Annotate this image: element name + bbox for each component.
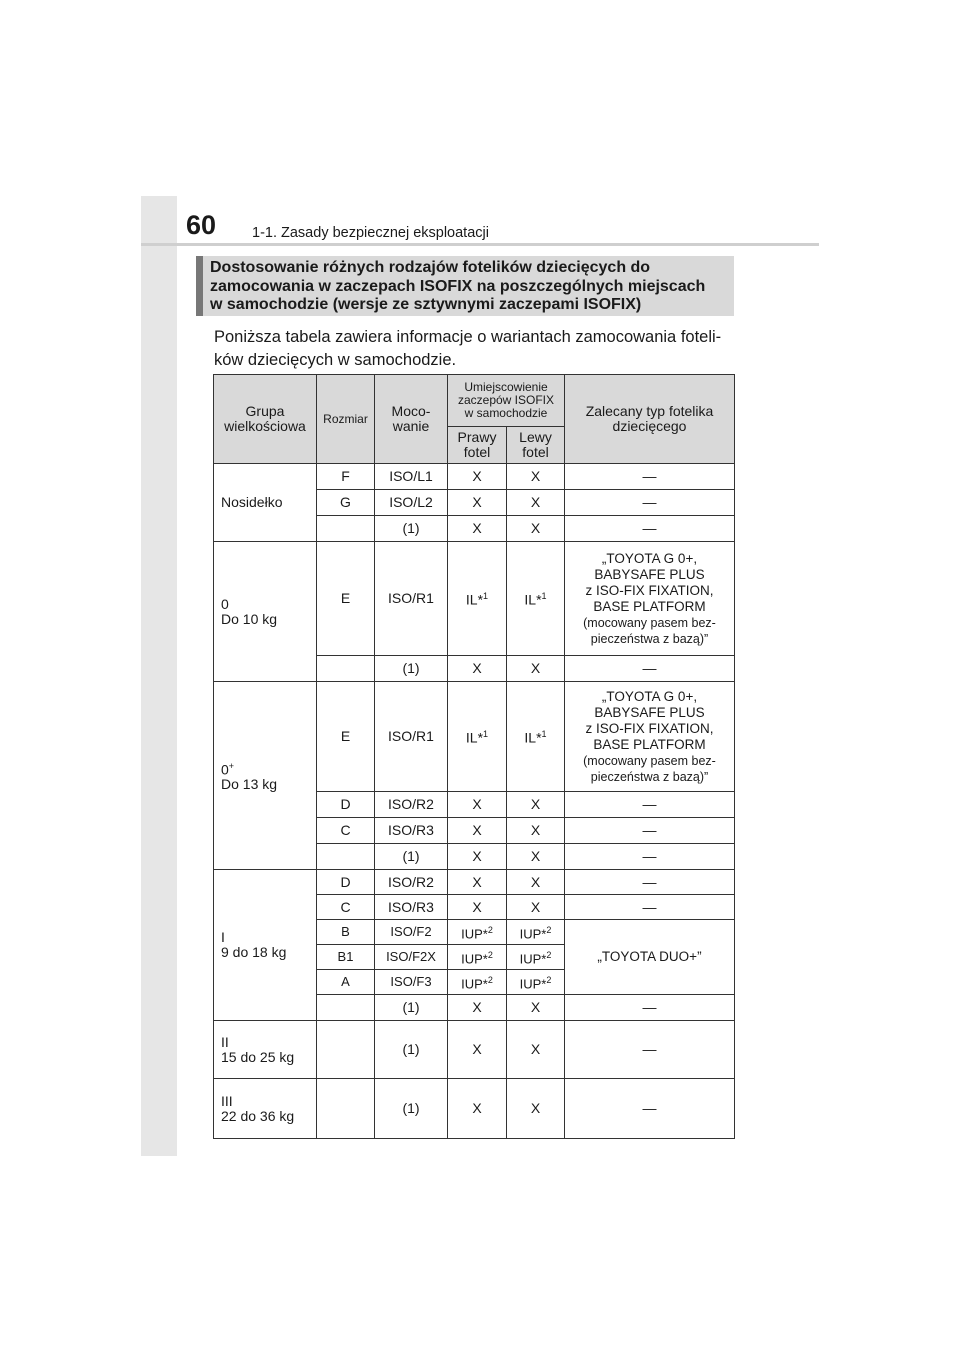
right-seat-cell: IUP*$^2$ bbox=[448, 970, 507, 995]
left-seat-cell: X bbox=[507, 516, 565, 542]
table-row bbox=[214, 1079, 735, 1139]
mounting-cell: ISO/R3 bbox=[375, 818, 448, 844]
size-cell: G bbox=[317, 490, 375, 516]
recommended-cell: — bbox=[565, 870, 735, 895]
mounting-cell: ISO/R1 bbox=[375, 542, 448, 656]
size-cell bbox=[317, 1021, 375, 1079]
right-seat-cell: X bbox=[448, 818, 507, 844]
left-seat-cell: X bbox=[507, 895, 565, 920]
recommended-cell: „TOYOTA DUO+” bbox=[565, 920, 735, 995]
table-header-row bbox=[214, 375, 735, 427]
right-seat-cell: IUP*$^2$ bbox=[448, 920, 507, 945]
right-seat-cell: X bbox=[448, 792, 507, 818]
size-cell: F bbox=[317, 464, 375, 490]
table-row bbox=[214, 682, 735, 792]
size-cell: B1 bbox=[317, 945, 375, 970]
left-seat-cell: X bbox=[507, 818, 565, 844]
header-isofix-location: Umiejscowienie zaczepów ISOFIX w samochodzie bbox=[448, 375, 565, 427]
section-heading bbox=[210, 259, 730, 315]
mounting-cell: (1) bbox=[375, 995, 448, 1021]
left-seat-cell: X bbox=[507, 1079, 565, 1139]
table-row bbox=[214, 542, 735, 656]
side-margin-band bbox=[141, 196, 177, 1156]
group-cell: I 9 do 18 kg bbox=[214, 870, 317, 1021]
left-seat-cell: IUP*$^2$ bbox=[507, 945, 565, 970]
intro-line: ków dziecięcych w samochodzie. bbox=[214, 351, 457, 369]
left-seat-cell: X bbox=[507, 995, 565, 1021]
right-seat-cell: X bbox=[448, 895, 507, 920]
right-seat-cell: X bbox=[448, 870, 507, 895]
mounting-cell: (1) bbox=[375, 656, 448, 682]
left-seat-cell: IL*$^1$ bbox=[507, 682, 565, 792]
section-heading-box bbox=[196, 256, 734, 316]
size-cell: B bbox=[317, 920, 375, 945]
right-seat-cell: X bbox=[448, 995, 507, 1021]
size-cell bbox=[317, 1079, 375, 1139]
left-seat-cell: X bbox=[507, 490, 565, 516]
header-mounting: Moco- wanie bbox=[375, 375, 448, 464]
mounting-cell: ISO/L2 bbox=[375, 490, 448, 516]
table-row bbox=[214, 464, 735, 490]
right-seat-cell: X bbox=[448, 1021, 507, 1079]
header-right-seat: Prawy fotel bbox=[448, 427, 507, 464]
mounting-cell: ISO/R2 bbox=[375, 792, 448, 818]
group-cell: II 15 do 25 kg bbox=[214, 1021, 317, 1079]
recommended-cell: — bbox=[565, 656, 735, 682]
heading-accent-bar bbox=[196, 256, 203, 316]
left-seat-cell: IL*$^1$ bbox=[507, 542, 565, 656]
group-cell: Nosidełko bbox=[214, 464, 317, 542]
recommended-cell: „TOYOTA G 0+, BABYSAFE PLUS z ISO-FIX FIXATION, BASE PLATFORM (mocowany pasem bez- pieczeństwa z bazą)” bbox=[565, 542, 735, 656]
right-seat-cell: X bbox=[448, 844, 507, 870]
intro-line: Poniższa tabela zawiera informacje o wariantach zamocowania foteli- bbox=[214, 328, 722, 346]
size-cell: D bbox=[317, 870, 375, 895]
right-seat-cell: X bbox=[448, 464, 507, 490]
recommended-cell: — bbox=[565, 818, 735, 844]
heading-line: Dostosowanie różnych rodzajów fotelików dziecięcych do bbox=[210, 259, 651, 276]
left-seat-cell: X bbox=[507, 1021, 565, 1079]
size-cell bbox=[317, 995, 375, 1021]
mounting-cell: ISO/R1 bbox=[375, 682, 448, 792]
size-cell: E bbox=[317, 682, 375, 792]
isofix-compatibility-table bbox=[213, 374, 735, 1139]
right-seat-cell: X bbox=[448, 1079, 507, 1139]
mounting-cell: ISO/L1 bbox=[375, 464, 448, 490]
right-seat-cell: X bbox=[448, 656, 507, 682]
header-group: Grupa wielkościowa bbox=[214, 375, 317, 464]
recommended-cell: — bbox=[565, 1021, 735, 1079]
right-seat-cell: IL*$^1$ bbox=[448, 542, 507, 656]
right-seat-cell: IL*$^1$ bbox=[448, 682, 507, 792]
recommended-cell: — bbox=[565, 490, 735, 516]
size-cell bbox=[317, 656, 375, 682]
group-cell: III 22 do 36 kg bbox=[214, 1079, 317, 1139]
size-cell: A bbox=[317, 970, 375, 995]
size-cell bbox=[317, 516, 375, 542]
right-seat-cell: X bbox=[448, 516, 507, 542]
size-cell: C bbox=[317, 818, 375, 844]
left-seat-cell: X bbox=[507, 844, 565, 870]
size-cell: C bbox=[317, 895, 375, 920]
size-cell bbox=[317, 844, 375, 870]
mounting-cell: ISO/F2 bbox=[375, 920, 448, 945]
group-cell: 0+ Do 13 kg bbox=[214, 682, 317, 870]
mounting-cell: (1) bbox=[375, 516, 448, 542]
recommended-cell: — bbox=[565, 1079, 735, 1139]
left-seat-cell: X bbox=[507, 656, 565, 682]
left-seat-cell: IUP*$^2$ bbox=[507, 970, 565, 995]
recommended-cell: — bbox=[565, 895, 735, 920]
mounting-cell: ISO/R3 bbox=[375, 895, 448, 920]
mounting-cell: (1) bbox=[375, 1079, 448, 1139]
mounting-cell: ISO/R2 bbox=[375, 870, 448, 895]
heading-line: w samochodzie (wersje ze sztywnymi zaczepami ISOFIX) bbox=[210, 296, 642, 313]
mounting-cell: ISO/F3 bbox=[375, 970, 448, 995]
left-seat-cell: IUP*$^2$ bbox=[507, 920, 565, 945]
mounting-cell: (1) bbox=[375, 1021, 448, 1079]
recommended-cell: — bbox=[565, 516, 735, 542]
right-seat-cell: IUP*$^2$ bbox=[448, 945, 507, 970]
group-cell: 0 Do 10 kg bbox=[214, 542, 317, 682]
left-seat-cell: X bbox=[507, 870, 565, 895]
mounting-cell: ISO/F2X bbox=[375, 945, 448, 970]
mounting-cell: (1) bbox=[375, 844, 448, 870]
header-size: Rozmiar bbox=[317, 375, 375, 464]
right-seat-cell: X bbox=[448, 490, 507, 516]
left-seat-cell: X bbox=[507, 792, 565, 818]
heading-line: zamocowania w zaczepach ISOFIX na poszczególnych miejscach bbox=[210, 277, 706, 295]
recommended-cell: — bbox=[565, 844, 735, 870]
section-title: 1-1. Zasady bezpiecznej eksploatacji bbox=[252, 225, 489, 241]
header-recommended-seat: Zalecany typ fotelika dziecięcego bbox=[565, 375, 735, 464]
size-cell: D bbox=[317, 792, 375, 818]
table-row bbox=[214, 870, 735, 895]
recommended-cell: — bbox=[565, 995, 735, 1021]
header-divider bbox=[141, 243, 819, 246]
recommended-cell: „TOYOTA G 0+, BABYSAFE PLUS z ISO-FIX FIXATION, BASE PLATFORM (mocowany pasem bez- pieczeństwa z bazą)” bbox=[565, 682, 735, 792]
left-seat-cell: X bbox=[507, 464, 565, 490]
intro-paragraph bbox=[214, 326, 739, 372]
recommended-cell: — bbox=[565, 464, 735, 490]
header-left-seat: Lewy fotel bbox=[507, 427, 565, 464]
recommended-cell: — bbox=[565, 792, 735, 818]
page-number: 60 bbox=[186, 210, 217, 240]
size-cell: E bbox=[317, 542, 375, 656]
table-row bbox=[214, 1021, 735, 1079]
